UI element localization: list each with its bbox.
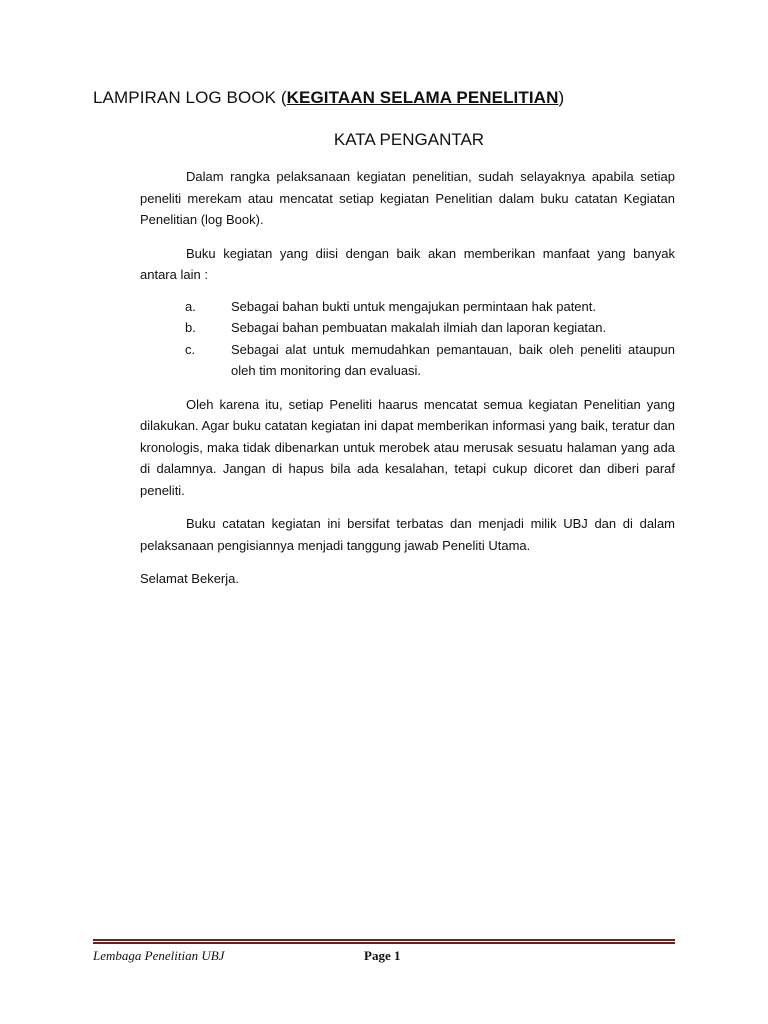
footer-divider — [93, 939, 675, 945]
list-marker: a. — [185, 298, 196, 314]
title-emphasis: KEGITAAN SELAMA PENELITIAN — [286, 88, 559, 107]
title-prefix: LAMPIRAN LOG BOOK ( — [93, 88, 287, 107]
list-item — [140, 296, 675, 318]
footer-institution: Lembaga Penelitian UBJ — [93, 948, 225, 963]
paragraph-instructions: Oleh karena itu, setiap Peneliti haarus mencatat semua kegiatan Penelitian yang dilakukan. Agar buku catatan kegiatan ini dapat memberikan informasi yang baik, teratur dan kronologis, maka tidak dibenarkan untuk merobek atau merusak sesuatu halaman yang ada di dalamnya. Jangan di hapus bila ada kesalahan, tetapi cukup dicoret dan diberi paraf peneliti. — [140, 396, 675, 498]
list-text: Sebagai bahan pembuatan makalah ilmiah dan laporan kegiatan. — [231, 320, 607, 335]
list-text: Sebagai alat untuk memudahkan pemantauan, baik oleh peneliti ataupun oleh tim monitoring dan evaluasi. — [231, 341, 675, 378]
document-body — [140, 166, 675, 602]
title-suffix: ) — [558, 88, 565, 107]
paragraph-ownership: Buku catatan kegiatan ini bersifat terbatas dan menjadi milik UBJ dan di dalam pelaksanaan pengisiannya menjadi tanggung jawab Peneliti Utama. — [140, 516, 675, 553]
paragraph-intro: Dalam rangka pelaksanaan kegiatan penelitian, sudah selayaknya apabila setiap peneliti merekam atau mencatat setiap kegiatan Penelitian dalam buku catatan Kegiatan Penelitian (log Book). — [140, 169, 675, 227]
list-marker: b. — [185, 320, 196, 335]
page-title — [93, 88, 564, 108]
benefit-list — [140, 296, 675, 382]
paragraph-closing: Selamat Bekerja. — [140, 571, 239, 586]
paragraph-benefits: Buku kegiatan yang diisi dengan baik akan memberikan manfaat yang banyak antara lain : — [140, 245, 675, 282]
list-item — [140, 339, 675, 382]
list-item — [140, 317, 675, 339]
page-number: Page 1 — [364, 948, 401, 963]
list-text: Sebagai bahan bukti untuk mengajukan permintaan hak patent. — [231, 298, 596, 314]
section-heading: KATA PENGANTAR — [333, 130, 485, 149]
list-marker: c. — [185, 341, 196, 357]
